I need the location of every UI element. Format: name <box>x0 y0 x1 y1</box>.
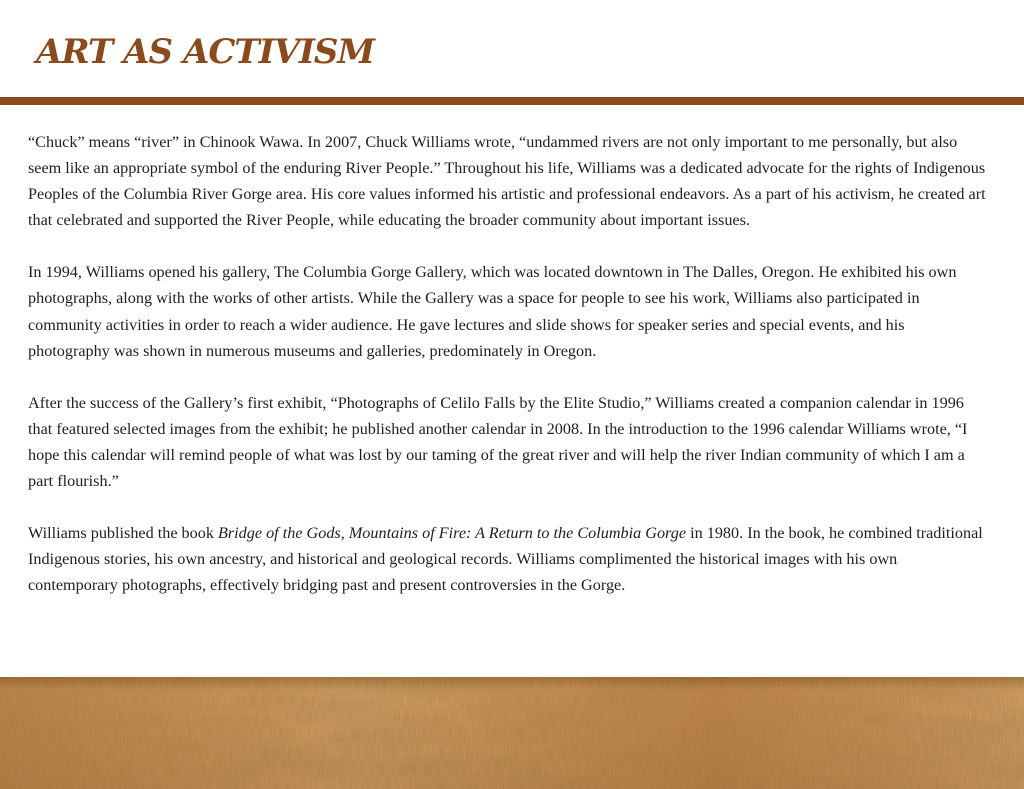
book-text-before: Williams published the book <box>28 524 218 543</box>
book-title: Bridge of the Gods, Mountains of Fire: A Return to the Columbia Gorge <box>217 524 687 543</box>
paragraph-chuck-meaning: “Chuck” means “river” in Chinook Wawa. In 2007, Chuck Williams wrote, “undammed rivers are not only important to me personally, but also seem like an appropriate symbol of the enduring River People.” Throughout his life, Williams was a dedicated advocate for the rights of Indigenous Peoples of the Columbia River Gorge area. His core values informed his artistic and professional endeavors. As a part of his activism, he created art that celebrated and supported the River People, while educating the broader community about important issues. <box>28 133 986 230</box>
article-body <box>28 129 988 624</box>
paragraph-gallery: In 1994, Williams opened his gallery, The Columbia Gorge Gallery, which was located downtown in The Dalles, Oregon. He exhibited his own photographs, along with the works of other artists. While the Gallery was a space for people to see his work, Williams also participated in community activities in order to reach a wider audience. He gave lectures and slide shows for speaker series and special events, and his photography was shown in numerous museums and galleries, predominately in Oregon. <box>28 263 957 360</box>
paragraph-book <box>28 520 988 598</box>
paragraph-calendar: After the success of the Gallery’s first exhibit, “Photographs of Celilo Falls by the Elite Studio,” Williams created a companion calendar in 1996 that featured selected images from the exhibit; he published another calendar in 2008. In the introduction to the 1996 calendar Williams wrote, “I hope this calendar will remind people of what was lost by our taming of the great river and will help the river Indian community of which I am a part flourish.” <box>28 393 968 491</box>
page-title: ART AS ACTIVISM <box>36 32 375 72</box>
paper-texture-graphic <box>0 677 1024 789</box>
paper-texture-footer <box>0 677 1024 789</box>
title-divider <box>0 97 1024 105</box>
book-text-after: in 1980. In the book, he combined traditional Indigenous stories, his own ancestry, and historical and geological records. Williams complimented the historical images with his own contemporary photographs, effectively bridging past and present controversies in the Gorge. <box>28 524 983 595</box>
